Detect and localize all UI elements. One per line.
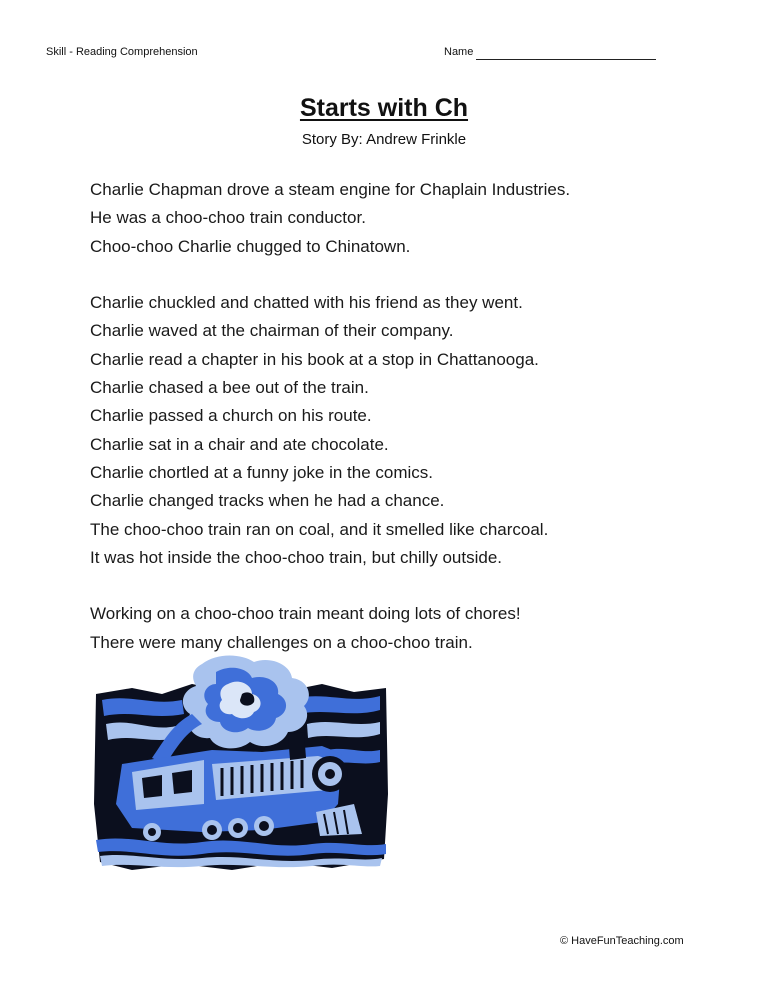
story-line: The choo-choo train ran on coal, and it smelled like charcoal. — [90, 519, 549, 539]
skill-label: Skill - Reading Comprehension — [46, 46, 198, 58]
story-line: Charlie Chapman drove a steam engine for Chaplain Industries. — [90, 180, 571, 199]
story-byline: Story By: Andrew Frinkle — [301, 131, 467, 148]
steam-train-illustration — [92, 654, 390, 874]
story-line: Charlie passed a church on his route. — [90, 406, 372, 426]
story-line: It was hot inside the choo-choo train, but chilly outside. — [90, 547, 503, 567]
paragraph-gap — [90, 261, 710, 289]
story-line: Charlie sat in a chair and ate chocolate. — [90, 434, 389, 454]
copyright-footer: © HaveFunTeaching.com — [560, 935, 684, 947]
story-line: There were many challenges on a choo-choo train. — [90, 632, 473, 652]
story-line: Charlie chortled at a funny joke in the comics. — [90, 462, 434, 482]
story-line: Charlie changed tracks when he had a chance. — [90, 491, 445, 511]
story-line: Choo-choo Charlie chugged to Chinatown. — [90, 236, 411, 256]
story-line: He was a choo-choo train conductor. — [90, 208, 366, 228]
story-line: Charlie chased a bee out of the train. — [90, 378, 369, 398]
paragraph-gap — [90, 572, 710, 600]
story-line: Charlie waved at the chairman of their company. — [90, 321, 454, 341]
story-line: Working on a choo-choo train meant doing lots of chores! — [90, 604, 521, 624]
title-text: Starts with Ch — [299, 94, 469, 122]
name-input-line[interactable] — [476, 59, 656, 60]
story-line: Charlie read a chapter in his book at a stop in Chattanooga. — [90, 349, 539, 369]
name-label: Name — [444, 46, 474, 58]
story-text — [90, 176, 710, 657]
story-line: Charlie chuckled and chatted with his friend as they went. — [90, 293, 523, 313]
page-title — [0, 94, 768, 123]
